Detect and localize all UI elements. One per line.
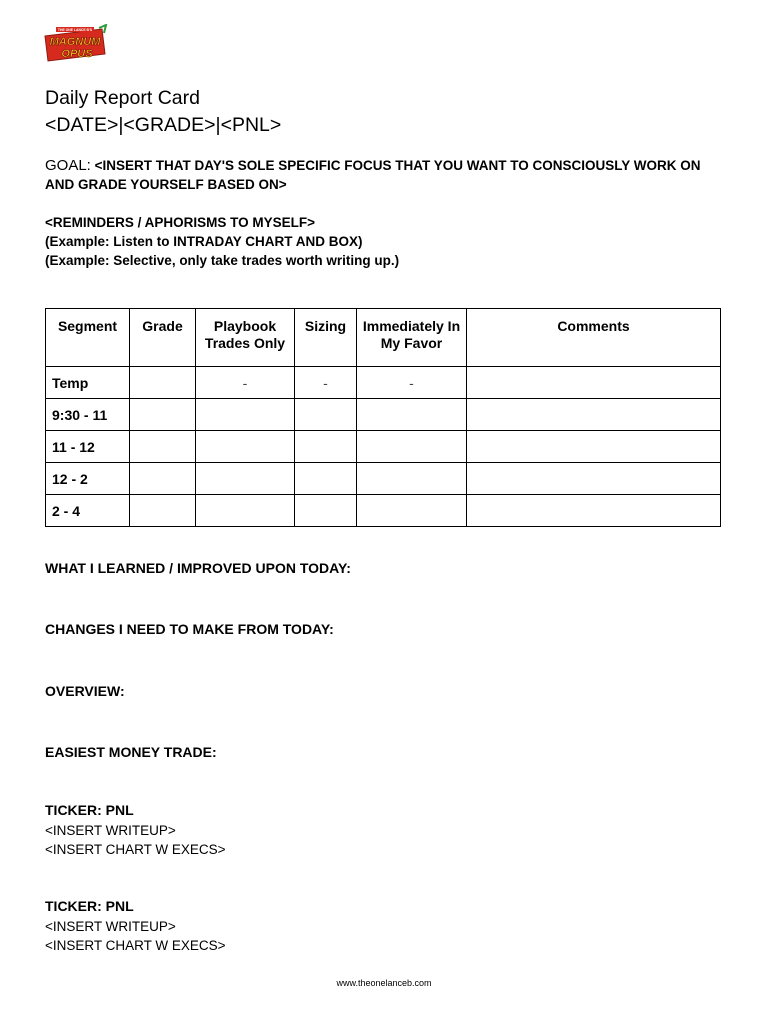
grade-cell[interactable] bbox=[130, 495, 196, 527]
playbook-cell[interactable] bbox=[196, 463, 295, 495]
segment-cell: 12 - 2 bbox=[46, 463, 130, 495]
table-row bbox=[46, 431, 721, 463]
playbook-cell[interactable]: - bbox=[196, 367, 295, 399]
column-header-immediately: Immediately In My Favor bbox=[357, 309, 467, 367]
title-line: Daily Report Card bbox=[45, 87, 200, 109]
overview-heading: OVERVIEW: bbox=[45, 683, 125, 699]
grade-cell[interactable] bbox=[130, 431, 196, 463]
goal-label: GOAL: bbox=[45, 157, 91, 174]
comments-cell[interactable] bbox=[467, 367, 721, 399]
ticker-writeup: <INSERT WRITEUP> bbox=[45, 919, 176, 934]
comments-cell[interactable] bbox=[467, 463, 721, 495]
ticker-title: TICKER: PNL bbox=[45, 898, 134, 914]
table-row bbox=[46, 495, 721, 527]
comments-cell[interactable] bbox=[467, 399, 721, 431]
segment-cell: 2 - 4 bbox=[46, 495, 130, 527]
sizing-cell[interactable] bbox=[295, 495, 357, 527]
grade-cell[interactable] bbox=[130, 367, 196, 399]
magnum-opus-logo bbox=[42, 24, 108, 66]
sizing-cell[interactable]: - bbox=[295, 367, 357, 399]
immediately-cell[interactable] bbox=[357, 431, 467, 463]
table-header-row bbox=[46, 309, 721, 367]
immediately-cell[interactable]: - bbox=[357, 367, 467, 399]
table-row bbox=[46, 463, 721, 495]
column-header-sizing: Sizing bbox=[295, 309, 357, 367]
column-header-grade: Grade bbox=[130, 309, 196, 367]
immediately-cell[interactable] bbox=[357, 463, 467, 495]
playbook-cell[interactable] bbox=[196, 431, 295, 463]
easiest-trade-heading: EASIEST MONEY TRADE: bbox=[45, 744, 217, 760]
comments-cell[interactable] bbox=[467, 431, 721, 463]
goal-text: <INSERT THAT DAY'S SOLE SPECIFIC FOCUS THAT YOU WANT TO CONSCIOUSLY WORK ON AND GRADE YOURSELF BASED ON> bbox=[45, 158, 701, 192]
immediately-cell[interactable] bbox=[357, 495, 467, 527]
ticker-chart: <INSERT CHART W EXECS> bbox=[45, 938, 226, 953]
comments-cell[interactable] bbox=[467, 495, 721, 527]
learned-heading: WHAT I LEARNED / IMPROVED UPON TODAY: bbox=[45, 560, 351, 576]
segment-cell: 11 - 12 bbox=[46, 431, 130, 463]
reminder-line: (Example: Listen to INTRADAY CHART AND BOX) bbox=[45, 234, 363, 249]
grade-cell[interactable] bbox=[130, 463, 196, 495]
footer-url[interactable]: www.theonelanceb.com bbox=[336, 978, 432, 988]
page-title bbox=[45, 85, 281, 139]
reminders-block bbox=[45, 213, 399, 270]
reminder-line: (Example: Selective, only take trades worth writing up.) bbox=[45, 253, 400, 268]
sizing-cell[interactable] bbox=[295, 431, 357, 463]
ticker-writeup: <INSERT WRITEUP> bbox=[45, 823, 176, 838]
grade-cell[interactable] bbox=[130, 399, 196, 431]
segment-grade-table bbox=[45, 308, 721, 527]
logo-small-text: THE ONE LANCE B'S bbox=[57, 28, 93, 32]
column-header-segment: Segment bbox=[46, 309, 130, 367]
sizing-cell[interactable] bbox=[295, 463, 357, 495]
table-row bbox=[46, 367, 721, 399]
logo-line-2: OPUS bbox=[61, 48, 93, 60]
playbook-cell[interactable] bbox=[196, 495, 295, 527]
segment-cell: 9:30 - 11 bbox=[46, 399, 130, 431]
table-row bbox=[46, 399, 721, 431]
title-placeholders: <DATE>|<GRADE>|<PNL> bbox=[45, 114, 282, 136]
playbook-cell[interactable] bbox=[196, 399, 295, 431]
column-header-playbook: Playbook Trades Only bbox=[196, 309, 295, 367]
logo-line-1: MAGNUM bbox=[49, 36, 101, 48]
ticker-chart: <INSERT CHART W EXECS> bbox=[45, 842, 226, 857]
sizing-cell[interactable] bbox=[295, 399, 357, 431]
changes-heading: CHANGES I NEED TO MAKE FROM TODAY: bbox=[45, 621, 334, 637]
column-header-comments: Comments bbox=[467, 309, 721, 367]
immediately-cell[interactable] bbox=[357, 399, 467, 431]
segment-cell: Temp bbox=[46, 367, 130, 399]
ticker-title: TICKER: PNL bbox=[45, 802, 134, 818]
goal-block bbox=[45, 156, 705, 194]
reminder-line: <REMINDERS / APHORISMS TO MYSELF> bbox=[45, 215, 316, 230]
